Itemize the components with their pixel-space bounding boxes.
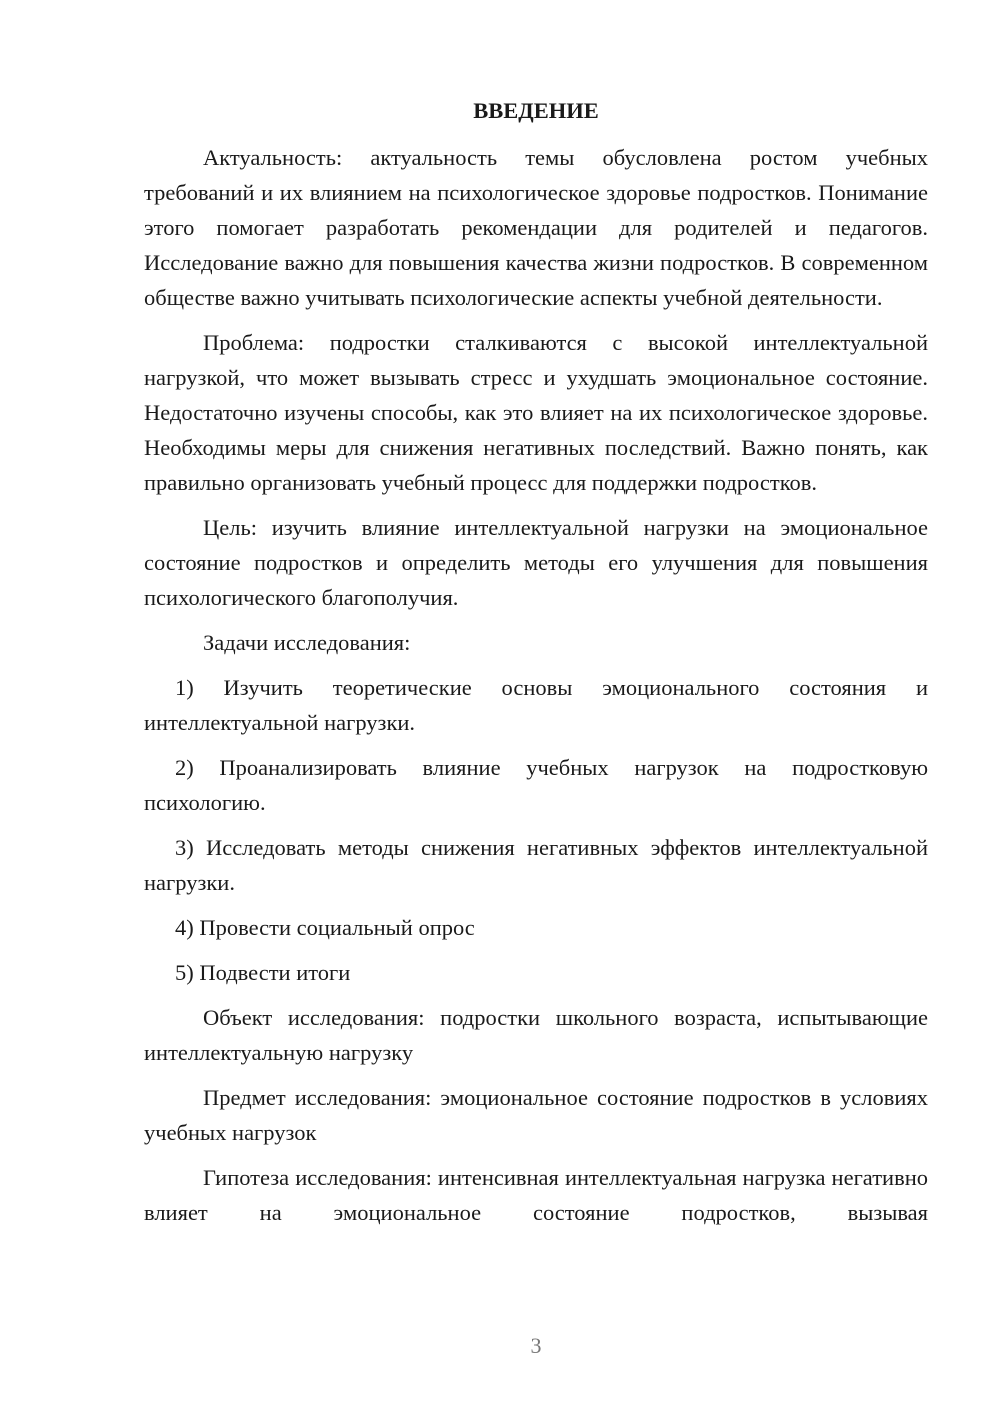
- paragraph-subject: Предмет исследования: эмоциональное состояние подростков в условиях учебных нагрузок: [144, 1085, 928, 1145]
- task-item-5: 5) Подвести итоги: [175, 960, 351, 985]
- task-item-3: 3) Исследовать методы снижения негативных эффектов интеллектуальной нагрузки.: [144, 835, 928, 895]
- paragraph-relevance: Актуальность: актуальность темы обусловлена ростом учебных требований и их влиянием на психологическое здоровье подростков. Понимание этого помогает разработать рекомендации для родителей и педагогов. Исследование важно для повышения качества жизни подростков. В современном обществе важно учитывать психологические аспекты учебной деятельности.: [144, 145, 928, 310]
- section-title: ВВЕДЕНИЕ: [473, 98, 599, 123]
- page-content: [144, 93, 928, 1240]
- paragraph-hypothesis: Гипотеза исследования: интенсивная интеллектуальная нагрузка негативно влияет на эмоциональное состояние подростков, вызывая: [144, 1165, 928, 1225]
- task-item-4: 4) Провести социальный опрос: [175, 915, 475, 940]
- page-number: 3: [530, 1333, 542, 1358]
- paragraph-goal: Цель: изучить влияние интеллектуальной нагрузки на эмоциональное состояние подростков и определить методы его улучшения для повышения психологического благополучия.: [144, 515, 928, 610]
- task-item-1: 1) Изучить теоретические основы эмоционального состояния и интеллектуальной нагрузки.: [144, 675, 928, 735]
- tasks-heading: Задачи исследования:: [203, 630, 411, 655]
- paragraph-problem: Проблема: подростки сталкиваются с высокой интеллектуальной нагрузкой, что может вызывать стресс и ухудшать эмоциональное состояние. Недостаточно изучены способы, как это влияет на их психологическое здоровье. Необходимы меры для снижения негативных последствий. Важно понять, как правильно организовать учебный процесс для поддержки подростков.: [144, 330, 928, 495]
- task-item-2: 2) Проанализировать влияние учебных нагрузок на подростковую психологию.: [144, 755, 928, 815]
- paragraph-object: Объект исследования: подростки школьного возраста, испытывающие интеллектуальную нагрузку: [144, 1005, 928, 1065]
